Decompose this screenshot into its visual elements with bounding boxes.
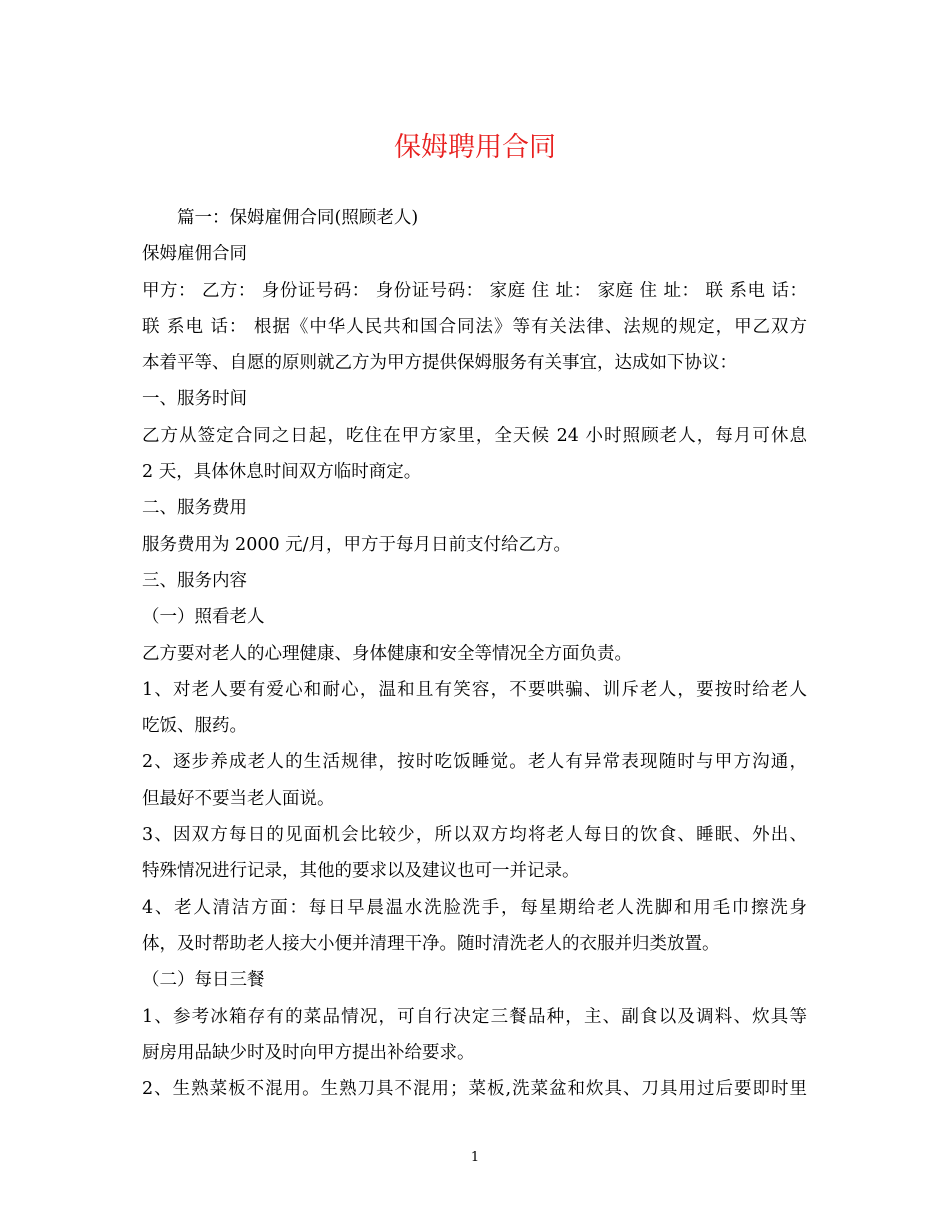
list-item-line: 厨房用品缺少时及时向甲方提出补给要求。: [142, 1042, 475, 1063]
paragraph-line: 甲方： 乙方： 身份证号码： 身份证号码： 家庭 住 址： 家庭 住 址： 联 系电 话：: [142, 280, 807, 301]
section-heading: 一、服务时间: [142, 389, 247, 410]
list-item-line: 3、因双方每日的见面机会比较少，所以双方均将老人每日的饮食、睡眠、外出、: [142, 825, 807, 846]
list-item-line: 2、逐步养成老人的生活规律，按时吃饭睡觉。老人有异常表现随时与甲方沟通，: [142, 752, 807, 773]
paragraph-line: 2 天，具体休息时间双方临时商定。: [142, 462, 422, 483]
list-item-line: 4、老人清洁方面：每日早晨温水洗脸洗手，每星期给老人洗脚和用毛巾擦洗身: [142, 897, 807, 918]
subsection-heading: （二）每日三餐: [142, 970, 265, 991]
document-body: [142, 200, 807, 1107]
list-item-line: 1、参考冰箱存有的菜品情况，可自行决定三餐品种，主、副食以及调料、炊具等: [142, 1006, 807, 1027]
section-heading: 三、服务内容: [142, 570, 247, 591]
list-item-line: 吃饭、服药。: [142, 716, 247, 737]
section-heading-part-one: 篇一：保姆雇佣合同(照顾老人): [177, 208, 419, 228]
section-heading: 二、服务费用: [142, 498, 247, 519]
page-number: 1: [470, 1150, 480, 1165]
list-item-line: 1、对老人要有爱心和耐心，温和且有笑容，不要哄骗、训斥老人，要按时给老人: [142, 679, 807, 700]
paragraph-line: 服务费用为 2000 元/月，甲方于每月日前支付给乙方。: [142, 534, 572, 555]
paragraph-line: 乙方要对老人的心理健康、身体健康和安全等情况全方面负责。: [142, 643, 632, 664]
document-title: 保姆聘用合同: [394, 132, 556, 163]
contract-subtitle: 保姆雇佣合同: [142, 244, 247, 265]
list-item-line: 特殊情况进行记录，其他的要求以及建议也可一并记录。: [142, 861, 580, 882]
subsection-heading: （一）照看老人: [142, 607, 265, 628]
list-item-line: 但最好不要当老人面说。: [142, 788, 335, 809]
paragraph-line: 联 系电 话： 根据《中华人民共和国合同法》等有关法律、法规的规定，甲乙双方: [142, 316, 807, 337]
paragraph-line: 乙方从签定合同之日起，吃住在甲方家里，全天候 24 小时照顾老人，每月可休息: [142, 425, 807, 446]
paragraph-line: 本着平等、自愿的原则就乙方为甲方提供保姆服务有关事宜，达成如下协议：: [142, 353, 737, 374]
list-item-line: 体，及时帮助老人接大小便并清理干净。随时清洗老人的衣服并归类放置。: [142, 933, 720, 954]
list-item-line: 2、生熟菜板不混用。生熟刀具不混用；菜板,洗菜盆和炊具、刀具用过后要即时里: [142, 1079, 807, 1100]
